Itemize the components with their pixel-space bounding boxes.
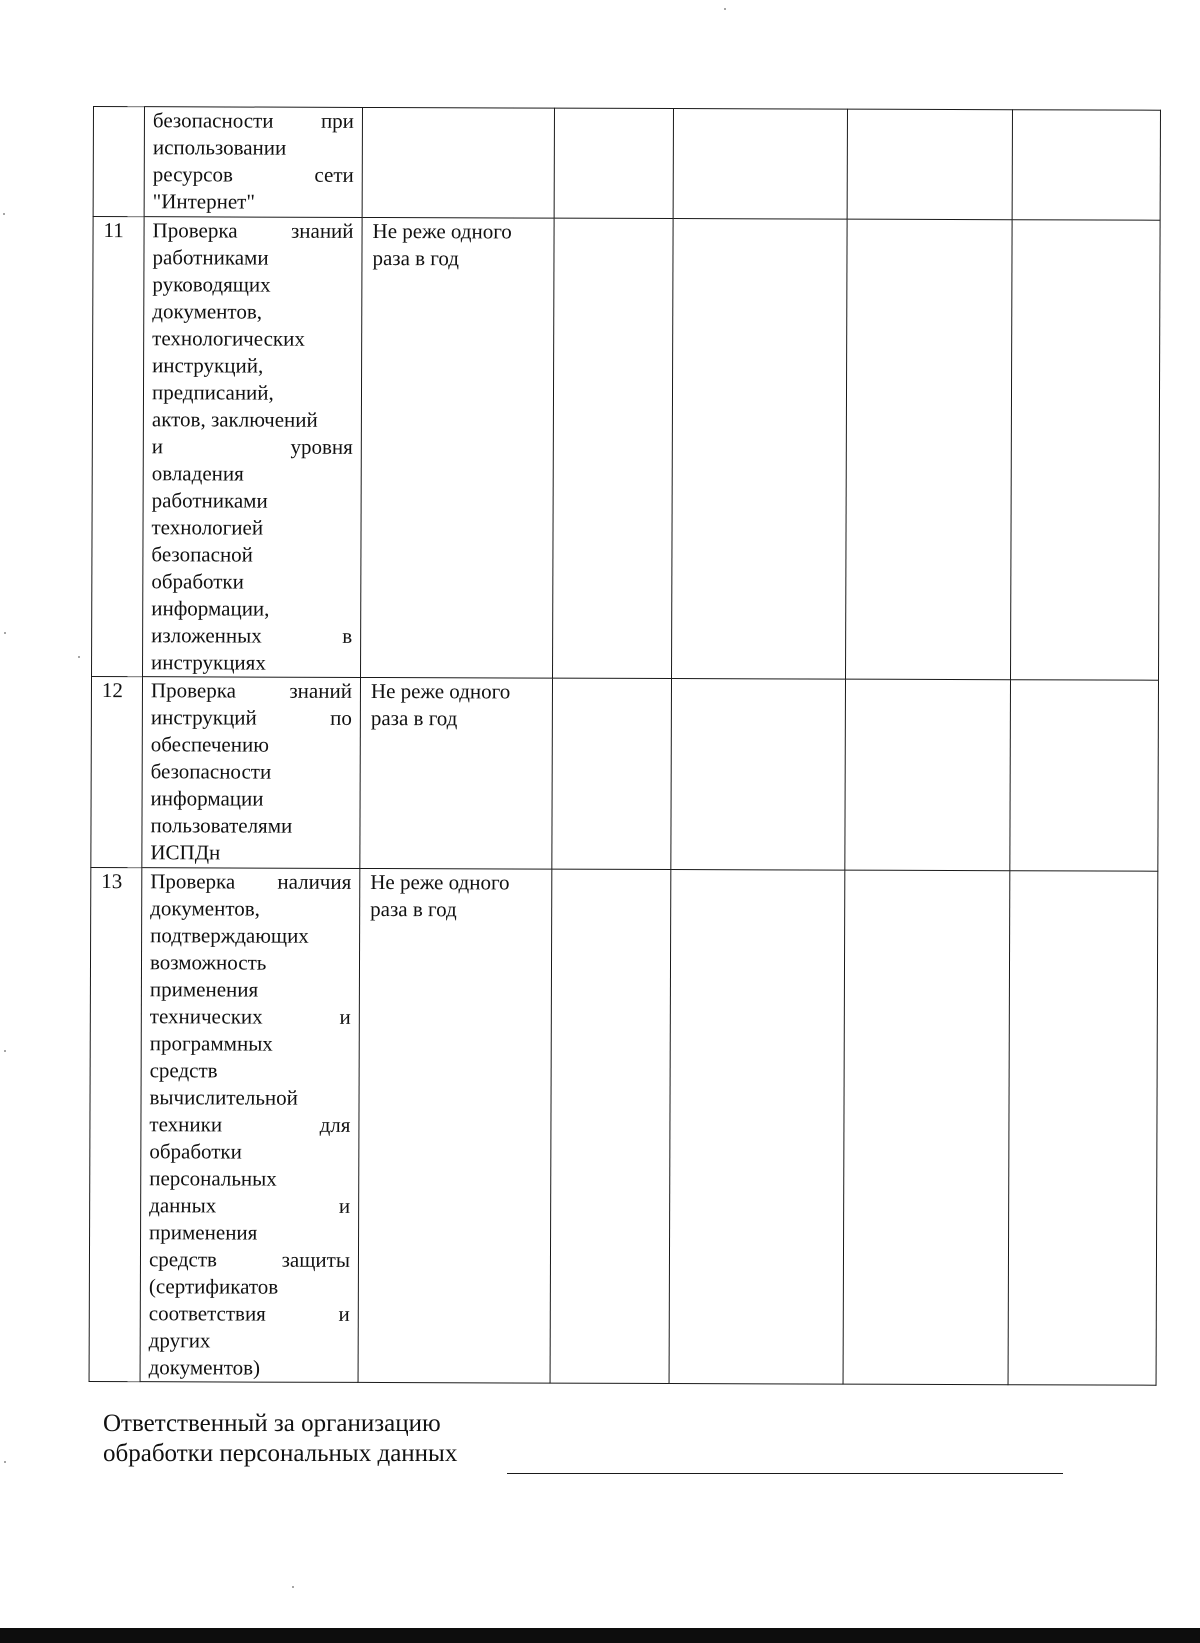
event-text-line: изложенных в: [151, 623, 353, 648]
event-text-line: Проверка знаний: [150, 678, 353, 703]
scan-speck: [4, 1461, 6, 1463]
empty-cell: [1010, 680, 1159, 872]
event-text-line: технических и: [149, 1004, 351, 1029]
event-text-line: инструкций по: [150, 705, 352, 730]
empty-cell: [847, 109, 1012, 220]
event-cell: [142, 677, 361, 869]
event-text-line: обработки: [149, 1139, 242, 1164]
scan-speck: [3, 213, 5, 215]
event-text-line: Проверка наличия: [150, 869, 352, 894]
event-cell: [140, 868, 360, 1383]
event-text-line: документов,: [152, 299, 263, 324]
event-text-line: техники для: [149, 1112, 351, 1137]
scan-speck: [4, 1050, 6, 1052]
table-row: [93, 107, 1160, 221]
responsible-label-line-2: обработки персональных данных: [103, 1440, 458, 1467]
frequency-text-line: раза в год: [370, 896, 457, 922]
empty-cell: [672, 219, 848, 680]
event-text-line: инструкций,: [152, 353, 264, 378]
control-measures-table: [89, 106, 1161, 1386]
event-text-line: средств защиты: [148, 1247, 351, 1272]
event-text-line: подтверждающих: [150, 923, 309, 948]
event-text-line: возможность: [149, 950, 267, 975]
empty-cell: [1008, 871, 1158, 1386]
event-text-line: работниками: [152, 245, 269, 270]
row-number: 12: [101, 678, 124, 703]
row-number-cell: [89, 867, 142, 1381]
event-text-line: технологических: [152, 326, 305, 351]
event-text-line: ресурсов сети: [152, 162, 354, 187]
event-text-line: обеспечению: [150, 732, 269, 757]
event-text-line: информации,: [151, 596, 270, 621]
empty-cell: [669, 870, 845, 1385]
table-row: [89, 867, 1158, 1385]
table-row: [91, 676, 1159, 871]
event-text-line: обработки: [151, 569, 244, 594]
event-text-line: овладения: [151, 461, 244, 486]
frequency-text-line: раза в год: [372, 245, 460, 271]
signature-underline: [507, 1473, 1063, 1474]
event-text-line: технологией: [151, 515, 264, 540]
event-text-line: соответствия и: [148, 1301, 350, 1326]
frequency-text-line: Не реже одного: [372, 218, 512, 244]
row-number-cell: [91, 676, 143, 867]
empty-cell: [1011, 220, 1161, 681]
scan-speck: [4, 632, 6, 634]
event-text-line: вычислительной: [149, 1085, 298, 1110]
responsible-label-line-1: Ответственный за организацию: [103, 1410, 441, 1437]
event-text-line: использовании: [152, 135, 287, 160]
frequency-text-line: раза в год: [370, 705, 458, 731]
event-text-line: других: [148, 1328, 211, 1353]
event-text-line: программных: [149, 1031, 273, 1056]
frequency-cell: [358, 868, 552, 1383]
empty-cell: [1012, 110, 1160, 221]
row-number-cell: [92, 217, 145, 677]
event-text-line: инструкциях: [151, 650, 266, 675]
event-text-line: применения: [149, 977, 259, 1002]
event-text-line: документов): [148, 1355, 261, 1380]
event-text-line: применения: [149, 1220, 258, 1245]
event-text-line: безопасной: [151, 542, 253, 567]
row-number: 13: [101, 869, 123, 894]
table-row: [92, 217, 1161, 681]
row-number: 11: [103, 218, 124, 243]
empty-cell: [550, 869, 671, 1383]
empty-cell: [843, 870, 1010, 1385]
event-text-line: информации: [150, 786, 264, 811]
empty-cell: [554, 108, 673, 218]
event-text-line: (сертификатов: [148, 1274, 279, 1299]
event-text-line: ИСПДн: [150, 840, 221, 865]
event-cell: [143, 217, 363, 678]
frequency-cell: [362, 107, 554, 218]
responsible-signature-block: [103, 1409, 457, 1469]
empty-cell: [552, 678, 672, 869]
event-text-line: пользователями: [150, 813, 293, 838]
empty-cell: [553, 218, 674, 678]
event-text-line: руководящих: [152, 272, 271, 297]
event-text-line: документов,: [150, 896, 260, 921]
row-number-cell: [93, 107, 144, 217]
event-text-line: работниками: [151, 488, 268, 513]
scan-speck: [724, 8, 726, 10]
empty-cell: [671, 679, 846, 871]
scan-speck: [292, 1586, 294, 1588]
event-text-line: Проверка знаний: [152, 218, 354, 243]
empty-cell: [673, 109, 847, 220]
empty-cell: [846, 219, 1013, 680]
event-text-line: безопасности: [150, 759, 272, 784]
frequency-text-line: Не реже одного: [370, 869, 510, 895]
event-text-line: персональных: [149, 1166, 277, 1191]
event-text-line: "Интернет": [152, 189, 256, 214]
frequency-cell: [361, 217, 555, 678]
scan-speck: [78, 656, 80, 658]
event-text-line: актов, заключений: [151, 407, 318, 432]
event-cell: [144, 107, 362, 218]
frequency-text-line: Не реже одного: [370, 678, 511, 704]
event-text-line: данных и: [149, 1193, 351, 1218]
empty-cell: [845, 679, 1011, 871]
event-text-line: предписаний,: [151, 380, 274, 405]
scan-bottom-edge: [0, 1628, 1200, 1643]
event-text-line: безопасности при: [152, 108, 354, 133]
frequency-cell: [360, 677, 553, 869]
event-text-line: средств: [149, 1058, 218, 1083]
event-text-line: и уровня: [151, 434, 353, 459]
